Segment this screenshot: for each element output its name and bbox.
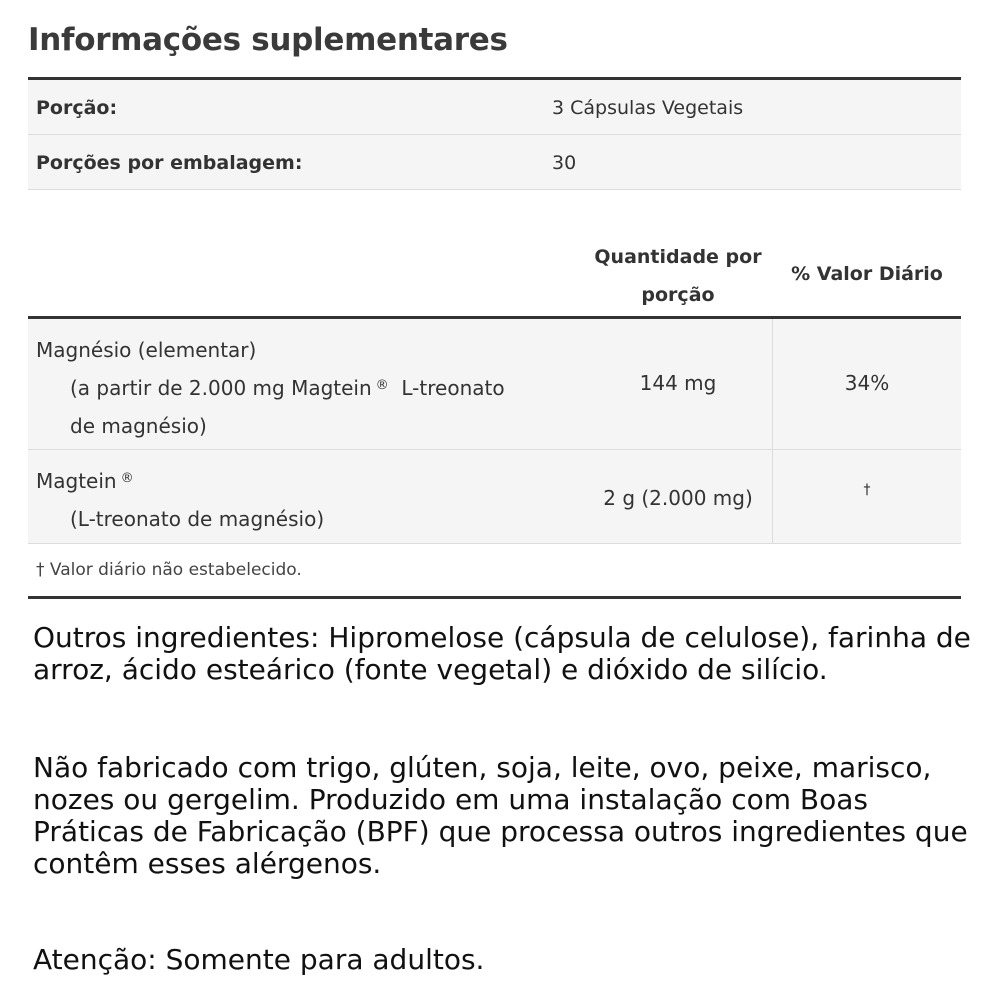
source-text-b: L-treonato — [401, 376, 505, 400]
warning-text: Atenção: Somente para adultos. — [33, 943, 485, 976]
serving-size-label: Porção: — [36, 97, 118, 119]
footnote-text: † Valor diário não estabelecido. — [36, 560, 302, 580]
servings-per-container-label: Porções por embalagem: — [36, 152, 303, 174]
nutrient-name-text — [36, 469, 134, 493]
daily-value-header: % Valor Diário — [791, 263, 943, 285]
nutrient-amount: 144 mg — [639, 371, 717, 395]
other-ingredients: Outros ingredientes: Hipromelose (cápsula de celulose), farinha de arroz, ácido esteárico (fonte vegetal) e dióxido de silício. — [33, 621, 971, 686]
registered-mark: ® — [120, 471, 134, 486]
table-header — [28, 230, 961, 319]
nutrient-daily-value: † — [863, 482, 871, 498]
amount-header-line2: porção — [641, 284, 715, 306]
servings-per-container-value: 30 — [552, 152, 577, 174]
nutrient-source-line1: (L-treonato de magnésio) — [70, 507, 325, 531]
nutrient-name-main: Magtein — [36, 469, 117, 493]
nutrient-name — [36, 331, 505, 445]
nutrient-daily-value: 34% — [844, 371, 890, 395]
nutrient-amount: 2 g (2.000 mg) — [603, 486, 753, 510]
nutrient-name — [36, 462, 324, 538]
source-text-a: (a partir de 2.000 mg Magtein — [70, 376, 372, 400]
amount-per-serving-header — [588, 238, 768, 314]
table-footnote — [28, 544, 961, 599]
nutrient-source-line2: de magnésio) — [70, 414, 207, 438]
serving-size-row — [28, 80, 961, 135]
allergen-statement: Não fabricado com trigo, glúten, soja, leite, ovo, peixe, marisco, nozes ou gergelim. Produzido em uma instalação com Boas Práticas de Fabricação (BPF) que processa outros ingredientes que contêm esses alérgenos. — [33, 751, 968, 880]
amount-header-line1: Quantidade por — [594, 246, 762, 268]
servings-per-container-row — [28, 135, 961, 190]
serving-size-value: 3 Cápsulas Vegetais — [552, 97, 744, 119]
supplement-facts-table — [28, 77, 961, 599]
page-title: Informações suplementares — [28, 22, 508, 58]
nutrient-source-line1 — [36, 369, 505, 407]
table-row — [28, 319, 961, 450]
registered-mark: ® — [375, 378, 389, 393]
table-row — [28, 450, 961, 544]
nutrient-name-text: Magnésio (elementar) — [36, 338, 257, 362]
